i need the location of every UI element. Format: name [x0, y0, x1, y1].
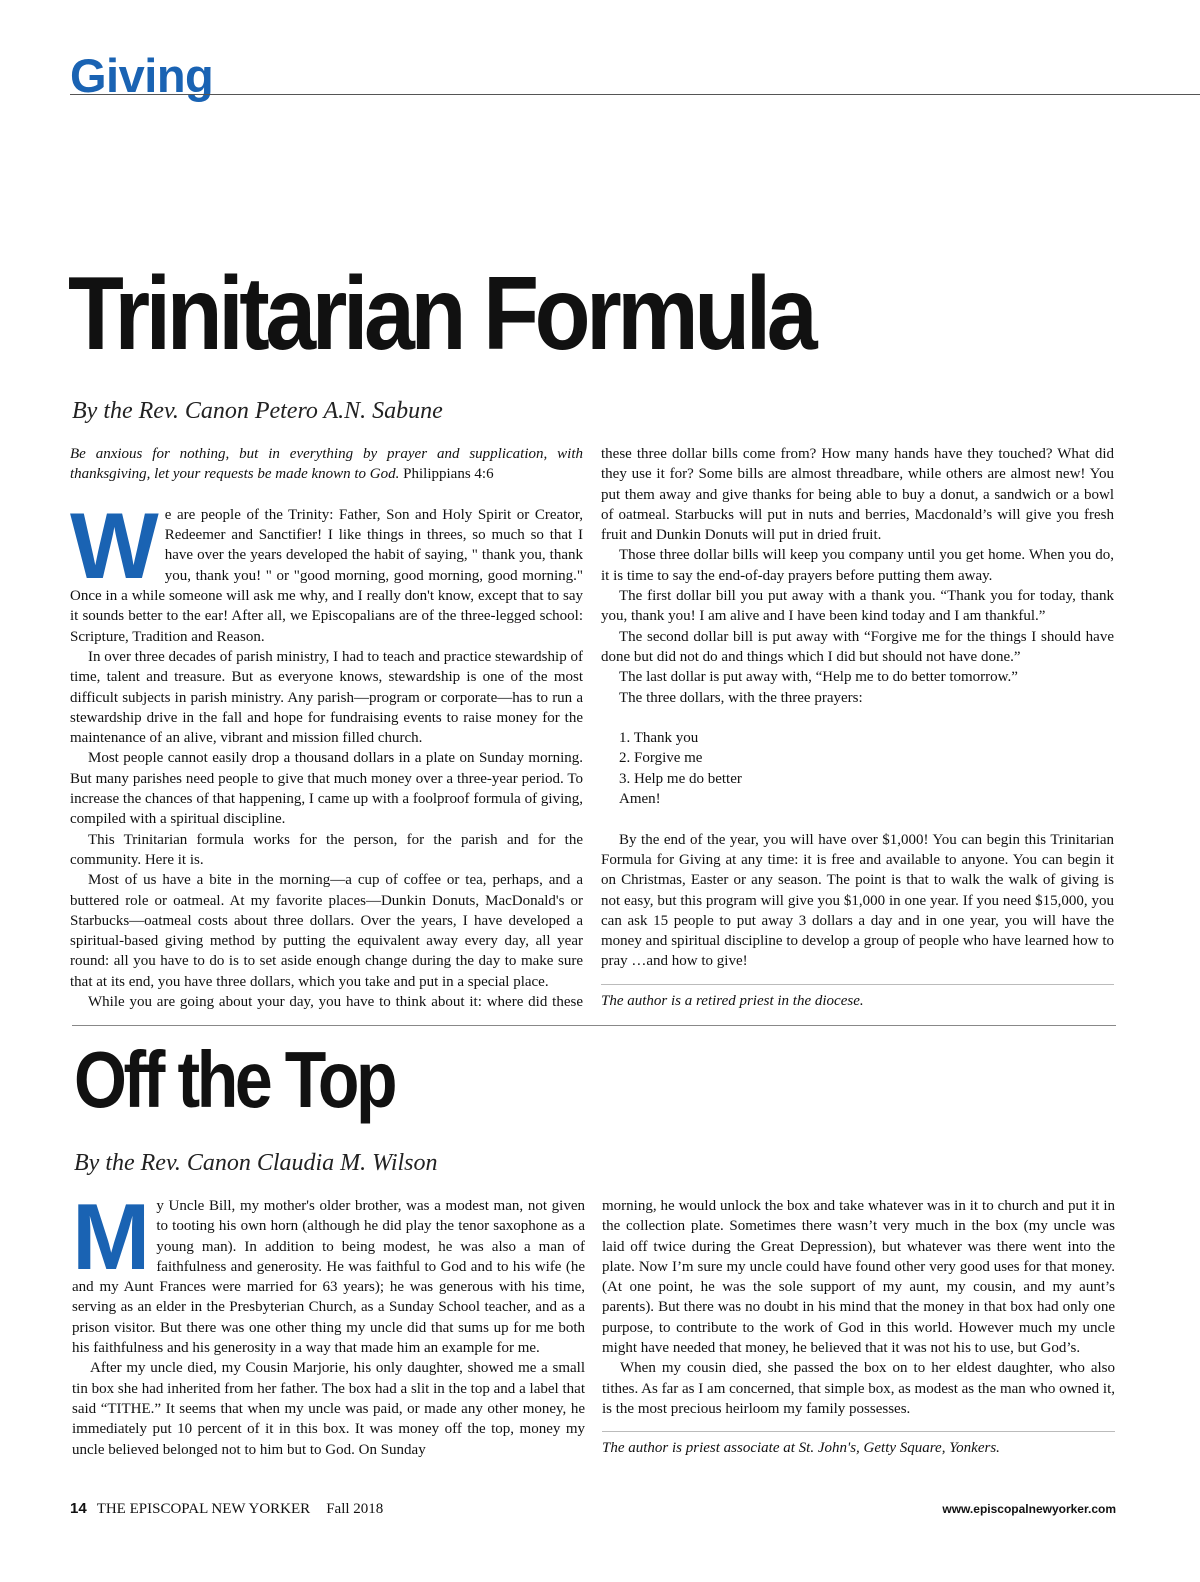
author-note: The author is a retired priest in the diocese. [601, 984, 1114, 1011]
paragraph: The three dollars, with the three prayers: [619, 689, 863, 706]
website-link[interactable]: www.episcopalnewyorker.com [942, 1502, 1116, 1516]
paragraph-continued: morning, he would unlock the box and take whatever was in it to church and put it in the collection plate. Sometimes there wasn’t very much in the box (my uncle was laid off twice during the Great Depression), but whatever was there went into the plate. Now I’m sure my uncle could have found other very good uses for that money. (At one point, he was the sole support of my aunt, my cousin, and my aunt’s parents). But there was no doubt in his mind that the money in that box had only one purpose, to contribute to the work of God in this world. However much my uncle might have needed that money, he believed that it was not his to use, but God’s. [602, 1198, 1115, 1357]
article-title: Trinitarian Formula [68, 256, 814, 372]
paragraph-text: y Uncle Bill, my mother's older brother, was a modest man, not given to tooting his own horn (although he did play the tenor saxophone as a young man). In addition to being modest, he was also a man of faithfulness and generosity. He was faithful to God and to his wife (he and my Aunt Frances were married for 63 years); he was generous with his time, serving as an elder in the Presbyterian Church, as a Sunday School teacher, and as a prison visitor. But there was one other thing my uncle did that sums up for me both his faithfulness and his generosity in a way that made him an example for me. [72, 1198, 585, 1357]
section-rule [70, 94, 1200, 95]
paragraph: After my uncle died, my Cousin Marjorie, his only daughter, showed me a small tin box she had inherited from her father. The box had a slit in the top and a label that said “TITHE.” It seems that when my uncle was paid, or made any other money, he immediately put 10 percent of it in this box. It was money off the top, money my uncle believed belonged not to him but to God. On Sunday [72, 1360, 585, 1458]
article1-left-column [70, 444, 583, 1012]
paragraph: This Trinitarian formula works for the person, for the parish and for the community. Here it is. [70, 831, 583, 868]
publication-name: THE EPISCOPAL NEW YORKER [96, 1501, 311, 1517]
list-item: 1. Thank you [619, 730, 699, 747]
paragraph: By the end of the year, you will have over $1,000! You can begin this Trinitarian Formula for Giving at any time: it is free and available to anyone. You can begin it on Christmas, Easter or any season. The point is that to walk the walk of giving is not easy, but this program will give you $1,000 in one year. If you need $15,000, you can ask 15 people to put away 3 dollars a day and in one year, you will have the money and spiritual discipline to develop a group of people who have learned how to pray …and how to give! [601, 831, 1114, 970]
paragraph: Most people cannot easily drop a thousand dollars in a plate on Sunday morning. But many parishes need people to give that much money over a three-year period. To increase the chances of that happening, I came up with a foolproof formula of giving, compiled with a spiritual discipline. [70, 750, 583, 828]
paragraph: The first dollar bill you put away with a thank you. “Thank you for today, thank you, thank you! I am alive and I have been kind today and I am thankful.” [601, 588, 1114, 625]
paragraph [72, 1184, 585, 1358]
epigraph [70, 444, 583, 485]
footer-folio [70, 1500, 383, 1518]
paragraph: When my cousin died, she passed the box on to her eldest daughter, who also tithes. As far as I am concerned, that simple box, as modest as the man who owned it, is the most precious heirloom my family possesses. [602, 1360, 1115, 1417]
article1-right-column [601, 444, 1114, 1011]
article-byline: By the Rev. Canon Petero A.N. Sabune [72, 398, 443, 424]
list-item: 3. Help me do better [619, 770, 742, 787]
drop-cap: W [70, 492, 159, 598]
paragraph: The last dollar is put away with, “Help me to do better tomorrow.” [619, 669, 1018, 686]
article2-right-column [602, 1196, 1115, 1459]
issue-label: Fall 2018 [326, 1501, 384, 1517]
article-divider [72, 1025, 1116, 1026]
article2-left-column [72, 1184, 585, 1460]
epigraph-reference: Philippians 4:6 [403, 466, 494, 483]
paragraph: In over three decades of parish ministry, I had to teach and practice stewardship of time, talent and treasure. But as everyone knows, stewardship is one of the most difficult subjects in parish ministry. Any parish—program or corporate—has to run a stewardship drive in the fall and hope for fundraising events to raise money for the maintenance of an alive, vibrant and mission filled church. [70, 648, 583, 747]
paragraph: While you are going about your day, you have to think about it: where did these [88, 994, 583, 1011]
paragraph-continued: these three dollar bills come from? How many hands have they touched? What did they use it for? Some bills are almost threadbare, while others are almost new! You put them away and give thanks for being able to buy a donut, a sandwich or a bowl of oatmeal. Starbucks will put in nuts and berries, Macdonald’s will give you fresh fruit and Dunkin Donuts will put in dried fruit. [601, 446, 1114, 544]
section-heading: Giving [70, 49, 214, 102]
article-byline: By the Rev. Canon Claudia M. Wilson [74, 1150, 438, 1176]
paragraph: Those three dollar bills will keep you company until you get home. When you do, it is time to say the end-of-day prayers before putting them away. [601, 547, 1114, 584]
paragraph: Most of us have a bite in the morning—a cup of coffee or tea, perhaps, and a buttered role or oatmeal. At my favorite places—Dunkin Donuts, MacDonald's or Starbucks—oatmeal costs about three dollars. Over the years, I have developed a spiritual-based giving method by putting the equivalent away every day, all year round: all you have to do is to set aside enough change during the day to make sure that at its end, you have three dollars, which you take and put in a special place. [70, 872, 583, 990]
drop-cap: M [72, 1184, 151, 1289]
paragraph-text: e are people of the Trinity: Father, Son and Holy Spirit or Creator, Redeemer and Sanctifier! I like things in threes, so much so that I have over the years developed the habit of saying, " thank you, thank you, thank you! " or "good morning, good morning, good morning." Once in a while someone will ask me why, and I really don't know, except that to say it sounds better to the ear! After all, we Episcopalians are of the three-legged school: Scripture, Tradition and Reason. [70, 506, 583, 645]
page-number: 14 [70, 1500, 87, 1517]
author-note: The author is priest associate at St. John's, Getty Square, Yonkers. [602, 1431, 1115, 1458]
list-item: Amen! [619, 791, 661, 808]
paragraph [70, 492, 583, 647]
epigraph-text: Be anxious for nothing, but in everything by prayer and supplication, with thanksgiving, let your requests be made known to God. [70, 446, 583, 483]
paragraph: The second dollar bill is put away with “Forgive me for the things I should have done but did not do and things which I did but should not have done.” [601, 628, 1114, 665]
list-item: 2. Forgive me [619, 750, 703, 767]
article-title: Off the Top [74, 1035, 395, 1124]
